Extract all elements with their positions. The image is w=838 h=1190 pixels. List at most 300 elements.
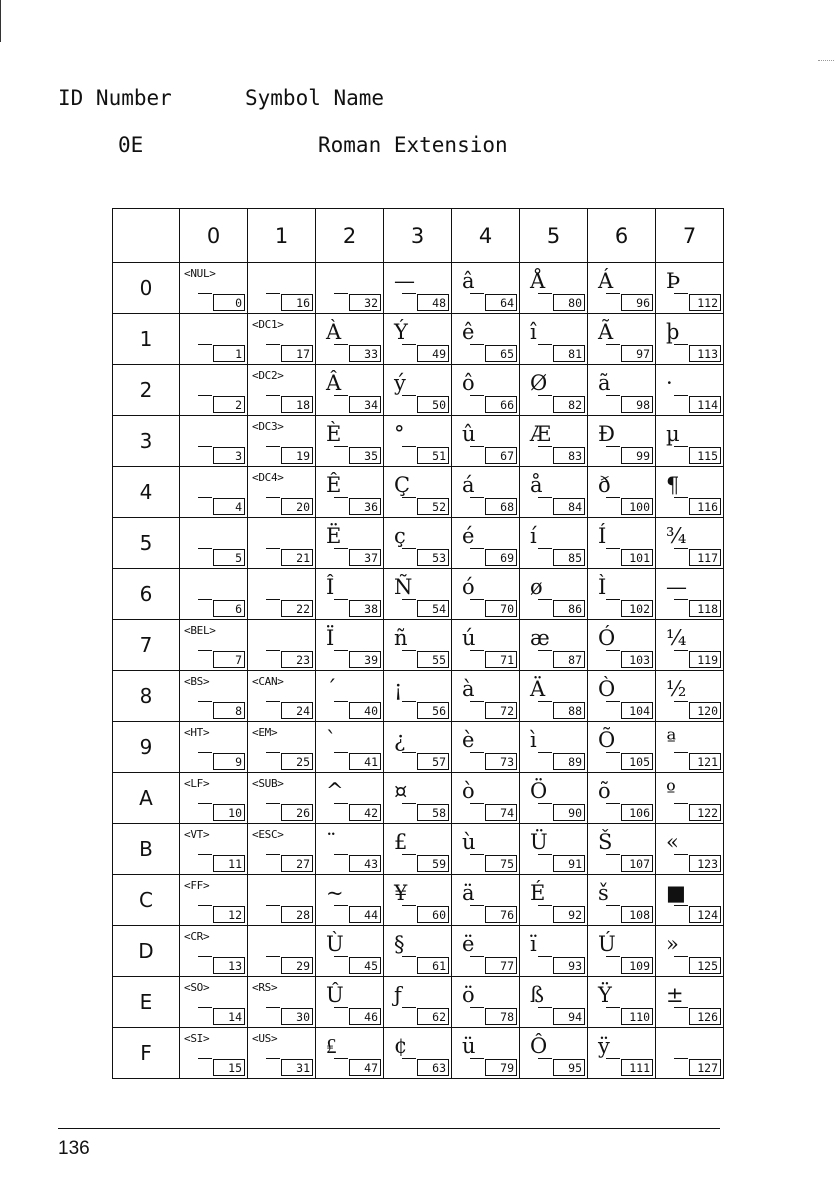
code-tick — [538, 599, 552, 600]
char-cell — [520, 416, 588, 467]
char-cell — [316, 773, 384, 824]
code-tick — [402, 650, 416, 651]
column-header: 5 — [520, 209, 588, 263]
control-code: <US> — [252, 1032, 278, 1045]
code-tick — [470, 854, 484, 855]
char-cell — [452, 722, 520, 773]
char-glyph: ¿ — [394, 728, 406, 752]
char-glyph: ý — [394, 371, 406, 395]
code-tick — [470, 497, 484, 498]
char-glyph: Ì — [598, 575, 607, 599]
decimal-code: 90 — [553, 804, 585, 821]
char-glyph: Ë — [326, 524, 342, 548]
char-glyph: ü — [462, 1034, 476, 1058]
code-tick — [538, 854, 552, 855]
char-cell — [588, 824, 656, 875]
code-tick — [402, 752, 416, 753]
char-glyph: º — [666, 779, 676, 803]
char-cell — [180, 671, 248, 722]
decimal-code: 87 — [553, 651, 585, 668]
table-row — [113, 977, 724, 1028]
char-glyph: Ù — [326, 932, 344, 956]
code-tick — [198, 599, 212, 600]
char-glyph: ë — [462, 932, 475, 956]
decimal-code: 8 — [213, 702, 245, 719]
decimal-code: 51 — [417, 447, 449, 464]
char-cell — [588, 569, 656, 620]
row-header: 7 — [113, 620, 180, 671]
code-tick — [198, 854, 212, 855]
decimal-code: 112 — [689, 294, 721, 311]
char-cell — [180, 569, 248, 620]
decimal-code: 32 — [349, 294, 381, 311]
table-row — [113, 875, 724, 926]
char-glyph: µ — [666, 422, 680, 446]
char-glyph: Ò — [598, 677, 616, 701]
control-code: <DC3> — [252, 420, 284, 433]
code-tick — [470, 956, 484, 957]
char-cell — [520, 467, 588, 518]
decimal-code: 60 — [417, 906, 449, 923]
control-code: <LF> — [184, 777, 210, 790]
char-cell — [384, 926, 452, 977]
id-number-value: 0E — [118, 133, 144, 157]
id-number-label: ID Number — [58, 86, 172, 110]
decimal-code: 107 — [621, 855, 653, 872]
char-glyph: ` — [326, 728, 337, 752]
decimal-code: 42 — [349, 804, 381, 821]
char-glyph: Ñ — [394, 575, 413, 599]
code-tick — [606, 701, 620, 702]
code-tick — [198, 446, 212, 447]
char-cell — [656, 926, 724, 977]
decimal-code: 82 — [553, 396, 585, 413]
char-cell — [248, 620, 316, 671]
char-cell — [520, 926, 588, 977]
char-cell — [656, 875, 724, 926]
char-glyph: Ã — [598, 320, 614, 344]
decimal-code: 70 — [485, 600, 517, 617]
char-cell — [316, 569, 384, 620]
decimal-code: 84 — [553, 498, 585, 515]
code-tick — [470, 395, 484, 396]
char-cell — [384, 824, 452, 875]
decimal-code: 74 — [485, 804, 517, 821]
char-glyph: ä — [462, 881, 475, 905]
column-header: 7 — [656, 209, 724, 263]
decimal-code: 41 — [349, 753, 381, 770]
code-tick — [674, 548, 688, 549]
code-tick — [266, 1058, 280, 1059]
decimal-code: 106 — [621, 804, 653, 821]
char-glyph: è — [462, 728, 475, 752]
decimal-code: 77 — [485, 957, 517, 974]
char-glyph: Û — [326, 983, 344, 1007]
char-glyph: í — [530, 524, 537, 548]
page-number: 136 — [58, 1138, 90, 1159]
char-cell — [452, 1028, 520, 1079]
decimal-code: 44 — [349, 906, 381, 923]
char-cell — [316, 824, 384, 875]
code-tick — [266, 956, 280, 957]
decimal-code: 123 — [689, 855, 721, 872]
char-cell — [180, 977, 248, 1028]
char-glyph: Í — [598, 524, 607, 548]
decimal-code: 50 — [417, 396, 449, 413]
code-tick — [334, 752, 348, 753]
decimal-code: 93 — [553, 957, 585, 974]
decimal-code: 9 — [213, 753, 245, 770]
char-cell — [180, 314, 248, 365]
table-row — [113, 365, 724, 416]
char-cell — [588, 671, 656, 722]
decimal-code: 100 — [621, 498, 653, 515]
code-tick — [674, 599, 688, 600]
code-tick — [538, 497, 552, 498]
row-header: 2 — [113, 365, 180, 416]
code-tick — [334, 854, 348, 855]
char-cell — [520, 824, 588, 875]
decimal-code: 117 — [689, 549, 721, 566]
control-code: <DC1> — [252, 318, 284, 331]
decimal-code: 24 — [281, 702, 313, 719]
char-cell — [248, 824, 316, 875]
char-cell — [384, 620, 452, 671]
char-cell — [452, 314, 520, 365]
decimal-code: 22 — [281, 600, 313, 617]
char-glyph: ª — [666, 728, 676, 752]
decimal-code: 75 — [485, 855, 517, 872]
decimal-code: 17 — [281, 345, 313, 362]
char-cell — [452, 671, 520, 722]
char-glyph: ú — [462, 626, 476, 650]
char-cell — [248, 671, 316, 722]
code-tick — [402, 803, 416, 804]
column-header-row — [113, 209, 724, 263]
code-tick — [402, 395, 416, 396]
row-header: 9 — [113, 722, 180, 773]
char-cell — [656, 416, 724, 467]
decimal-code: 19 — [281, 447, 313, 464]
char-cell — [384, 416, 452, 467]
char-glyph: Á — [598, 269, 614, 293]
code-tick — [198, 548, 212, 549]
char-cell — [588, 875, 656, 926]
table-row — [113, 1028, 724, 1079]
char-cell — [248, 977, 316, 1028]
decimal-code: 92 — [553, 906, 585, 923]
char-glyph: ¼ — [666, 626, 687, 650]
char-glyph: ■ — [666, 881, 686, 905]
char-glyph: ¶ — [666, 473, 680, 497]
decimal-code: 27 — [281, 855, 313, 872]
row-header: 6 — [113, 569, 180, 620]
code-tick — [606, 1058, 620, 1059]
char-glyph: ´ — [326, 677, 337, 701]
code-tick — [198, 752, 212, 753]
decimal-code: 2 — [213, 396, 245, 413]
char-cell — [520, 365, 588, 416]
code-tick — [266, 599, 280, 600]
char-cell — [316, 1028, 384, 1079]
char-glyph: Æ — [530, 422, 552, 446]
char-cell — [588, 365, 656, 416]
char-cell — [180, 1028, 248, 1079]
code-tick — [674, 344, 688, 345]
decimal-code: 38 — [349, 600, 381, 617]
scan-edge-mark — [818, 60, 834, 62]
code-tick — [402, 854, 416, 855]
char-glyph: Î — [326, 575, 335, 599]
char-cell — [180, 416, 248, 467]
char-glyph: Ô — [530, 1034, 548, 1058]
char-cell — [520, 620, 588, 671]
decimal-code: 61 — [417, 957, 449, 974]
decimal-code: 104 — [621, 702, 653, 719]
decimal-code: 72 — [485, 702, 517, 719]
char-glyph: Đ — [598, 422, 615, 446]
char-glyph: ½ — [666, 677, 687, 701]
code-tick — [266, 1007, 280, 1008]
code-tick — [402, 701, 416, 702]
char-cell — [588, 416, 656, 467]
decimal-code: 66 — [485, 396, 517, 413]
code-tick — [470, 650, 484, 651]
char-glyph: ÿ — [598, 1034, 610, 1058]
decimal-code: 10 — [213, 804, 245, 821]
code-tick — [674, 650, 688, 651]
char-cell — [520, 1028, 588, 1079]
code-tick — [198, 701, 212, 702]
decimal-code: 54 — [417, 600, 449, 617]
scan-edge-mark — [0, 0, 1, 42]
char-cell — [452, 518, 520, 569]
char-glyph: · — [666, 371, 673, 395]
char-glyph: ç — [394, 524, 406, 548]
char-cell — [656, 467, 724, 518]
code-tick — [606, 293, 620, 294]
char-cell — [656, 671, 724, 722]
char-cell — [248, 569, 316, 620]
column-header: 0 — [180, 209, 248, 263]
char-cell — [180, 467, 248, 518]
code-tick — [334, 344, 348, 345]
char-cell — [316, 875, 384, 926]
code-tick — [334, 1058, 348, 1059]
char-cell — [452, 569, 520, 620]
char-glyph: Ÿ — [598, 983, 612, 1007]
char-cell — [248, 773, 316, 824]
decimal-code: 121 — [689, 753, 721, 770]
code-tick — [470, 803, 484, 804]
control-code: <NUL> — [184, 267, 216, 280]
decimal-code: 86 — [553, 600, 585, 617]
control-code: <EM> — [252, 726, 278, 739]
code-tick — [198, 395, 212, 396]
char-cell — [520, 875, 588, 926]
code-tick — [266, 854, 280, 855]
char-cell — [452, 467, 520, 518]
char-glyph: þ — [666, 320, 680, 344]
control-code: <CAN> — [252, 675, 284, 688]
code-tick — [606, 395, 620, 396]
code-tick — [198, 1058, 212, 1059]
decimal-code: 62 — [417, 1008, 449, 1025]
decimal-code: 39 — [349, 651, 381, 668]
code-tick — [538, 650, 552, 651]
char-cell — [452, 824, 520, 875]
char-cell — [316, 314, 384, 365]
code-tick — [470, 344, 484, 345]
decimal-code: 35 — [349, 447, 381, 464]
char-cell — [384, 365, 452, 416]
code-tick — [334, 650, 348, 651]
char-glyph: Ï — [326, 626, 335, 650]
code-tick — [198, 956, 212, 957]
code-tick — [606, 548, 620, 549]
control-code: <CR> — [184, 930, 210, 943]
char-cell — [588, 620, 656, 671]
char-cell — [520, 977, 588, 1028]
decimal-code: 26 — [281, 804, 313, 821]
char-cell — [248, 467, 316, 518]
decimal-code: 14 — [213, 1008, 245, 1025]
decimal-code: 55 — [417, 651, 449, 668]
code-tick — [334, 1007, 348, 1008]
decimal-code: 18 — [281, 396, 313, 413]
code-tick — [470, 599, 484, 600]
char-cell — [656, 620, 724, 671]
decimal-code: 103 — [621, 651, 653, 668]
code-tick — [470, 446, 484, 447]
char-glyph: á — [462, 473, 475, 497]
char-cell — [384, 467, 452, 518]
decimal-code: 88 — [553, 702, 585, 719]
char-glyph: ô — [462, 371, 475, 395]
char-cell — [180, 926, 248, 977]
char-glyph: Ê — [326, 473, 342, 497]
row-header: C — [113, 875, 180, 926]
code-tick — [334, 905, 348, 906]
char-cell — [248, 875, 316, 926]
char-cell — [452, 773, 520, 824]
char-cell — [656, 824, 724, 875]
char-cell — [316, 263, 384, 314]
code-tick — [402, 497, 416, 498]
char-cell — [452, 263, 520, 314]
char-glyph: î — [530, 320, 537, 344]
decimal-code: 122 — [689, 804, 721, 821]
code-tick — [674, 854, 688, 855]
char-glyph: Þ — [666, 269, 681, 293]
char-cell — [452, 620, 520, 671]
code-tick — [266, 650, 280, 651]
char-cell — [384, 671, 452, 722]
table-row — [113, 416, 724, 467]
char-glyph: Õ — [598, 728, 616, 752]
char-cell — [316, 926, 384, 977]
code-tick — [674, 701, 688, 702]
code-tick — [470, 293, 484, 294]
char-cell — [520, 773, 588, 824]
code-tick — [198, 1007, 212, 1008]
code-tick — [334, 446, 348, 447]
decimal-code: 73 — [485, 753, 517, 770]
character-set-table — [112, 208, 724, 1079]
char-glyph: — — [666, 575, 687, 599]
code-tick — [538, 1007, 552, 1008]
char-glyph: — — [394, 269, 415, 293]
decimal-code: 37 — [349, 549, 381, 566]
char-glyph: ¾ — [666, 524, 687, 548]
code-tick — [198, 344, 212, 345]
char-glyph: â — [462, 269, 475, 293]
code-tick — [606, 752, 620, 753]
code-tick — [538, 548, 552, 549]
code-tick — [402, 599, 416, 600]
char-cell — [656, 263, 724, 314]
char-glyph: Ø — [530, 371, 548, 395]
table-row — [113, 824, 724, 875]
char-glyph: Â — [326, 371, 342, 395]
control-code: <SI> — [184, 1032, 210, 1045]
row-header: 3 — [113, 416, 180, 467]
decimal-code: 119 — [689, 651, 721, 668]
column-header: 4 — [452, 209, 520, 263]
char-glyph: È — [326, 422, 342, 446]
decimal-code: 95 — [553, 1059, 585, 1076]
decimal-code: 7 — [213, 651, 245, 668]
char-glyph: ã — [598, 371, 611, 395]
char-cell — [520, 569, 588, 620]
char-glyph: ù — [462, 830, 476, 854]
decimal-code: 13 — [213, 957, 245, 974]
row-header: A — [113, 773, 180, 824]
char-cell — [588, 722, 656, 773]
char-glyph: Ú — [598, 932, 616, 956]
symbol-name-label: Symbol Name — [245, 86, 385, 110]
code-tick — [198, 497, 212, 498]
decimal-code: 96 — [621, 294, 653, 311]
code-tick — [402, 548, 416, 549]
decimal-code: 116 — [689, 498, 721, 515]
code-tick — [402, 905, 416, 906]
char-glyph: ø — [530, 575, 543, 599]
column-header: 6 — [588, 209, 656, 263]
char-glyph: ö — [462, 983, 475, 1007]
char-cell — [656, 1028, 724, 1079]
control-code: <DC2> — [252, 369, 284, 382]
char-glyph: ò — [462, 779, 475, 803]
char-cell — [384, 977, 452, 1028]
decimal-code: 71 — [485, 651, 517, 668]
char-glyph: ^ — [326, 779, 344, 803]
char-glyph: Ä — [530, 677, 546, 701]
char-cell — [316, 518, 384, 569]
char-cell — [384, 314, 452, 365]
char-glyph: ¥ — [394, 881, 408, 905]
char-glyph: æ — [530, 626, 550, 650]
code-tick — [674, 752, 688, 753]
decimal-code: 113 — [689, 345, 721, 362]
char-glyph: ð — [598, 473, 611, 497]
char-glyph: ê — [462, 320, 475, 344]
decimal-code: 56 — [417, 702, 449, 719]
decimal-code: 125 — [689, 957, 721, 974]
char-glyph: ï — [530, 932, 537, 956]
char-cell — [316, 620, 384, 671]
char-glyph: Ö — [530, 779, 548, 803]
